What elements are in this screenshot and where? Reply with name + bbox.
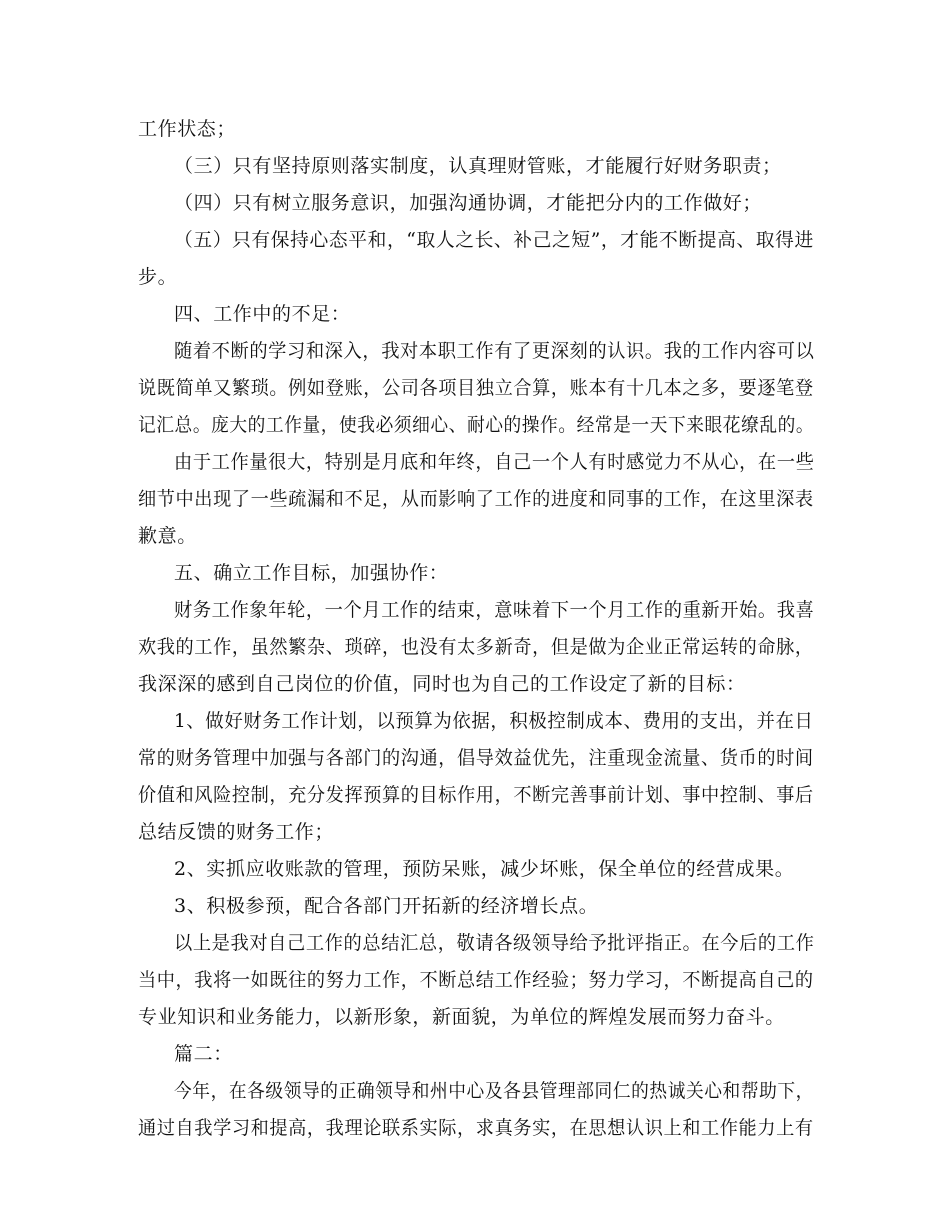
section-heading: 四、工作中的不足： bbox=[174, 303, 351, 325]
text-line: 2、实抓应收账款的管理，预防呆账，减少坏账，保全单位的经营成果。 bbox=[174, 858, 795, 880]
text-line: 说既简单又繁琐。例如登账，公司各项目独立合算，账本有十几本之多，要逐笔登 bbox=[138, 377, 814, 399]
section-heading: 五、确立工作目标，加强协作： bbox=[174, 562, 449, 584]
text-line: （四）只有树立服务意识，加强沟通协调，才能把分内的工作做好； bbox=[174, 192, 763, 214]
text-line: 以上是我对自己工作的总结汇总，敬请各级领导给予批评指正。在今后的工作 bbox=[174, 932, 815, 954]
text-line: 专业知识和业务能力，以新形象，新面貌，为单位的辉煌发展而努力奋斗。 bbox=[138, 1006, 785, 1028]
text-line: 财务工作象年轮，一个月工作的结束，意味着下一个月工作的重新开始。我喜 bbox=[174, 599, 815, 621]
text-line: 由于工作量很大，特别是月底和年终，自己一个人有时感觉力不从心，在一些 bbox=[174, 451, 815, 473]
text-line: 价值和风险控制，充分发挥预算的目标作用，不断完善事前计划、事中控制、事后 bbox=[138, 784, 814, 806]
text-line: 细节中出现了一些疏漏和不足，从而影响了工作的进度和同事的工作，在这里深表 bbox=[138, 488, 814, 510]
text-line: 随着不断的学习和深入，我对本职工作有了更深刻的认识。我的工作内容可以 bbox=[174, 340, 815, 362]
text-line: 1、做好财务工作计划，以预算为依据，积极控制成本、费用的支出，并在日 bbox=[174, 710, 814, 732]
text-line: 通过自我学习和提高，我理论联系实际，求真务实，在思想认识上和工作能力上有 bbox=[138, 1117, 814, 1139]
text-line: 我深深的感到自己岗位的价值，同时也为自己的工作设定了新的目标： bbox=[138, 673, 746, 695]
text-line: 当中，我将一如既往的努力工作，不断总结工作经验；努力学习，不断提高自己的 bbox=[138, 969, 814, 991]
section-heading: 篇二： bbox=[174, 1043, 233, 1065]
text-line: 总结反馈的财务工作； bbox=[138, 821, 335, 843]
text-line: 工作状态； bbox=[138, 118, 237, 140]
text-line: 欢我的工作，虽然繁杂、琐碎，也没有太多新奇，但是做为企业正常运转的命脉， bbox=[138, 636, 814, 658]
text-line: （五）只有保持心态平和，“取人之长、补己之短”，才能不断提高、取得进 bbox=[174, 229, 814, 251]
text-line: 歉意。 bbox=[138, 525, 197, 547]
text-line: 步。 bbox=[138, 266, 178, 288]
text-line: 今年，在各级领导的正确领导和州中心及各县管理部同仁的热诚关心和帮助下， bbox=[174, 1080, 814, 1102]
text-line: 常的财务管理中加强与各部门的沟通，倡导效益优先，注重现金流量、货币的时间 bbox=[138, 747, 814, 769]
text-line: 3、积极参预，配合各部门开拓新的经济增长点。 bbox=[174, 895, 599, 917]
text-line: （三）只有坚持原则落实制度，认真理财管账，才能履行好财务职责； bbox=[174, 155, 782, 177]
text-line: 记汇总。庞大的工作量，使我必须细心、耐心的操作。经常是一天下来眼花缭乱的。 bbox=[138, 414, 815, 436]
